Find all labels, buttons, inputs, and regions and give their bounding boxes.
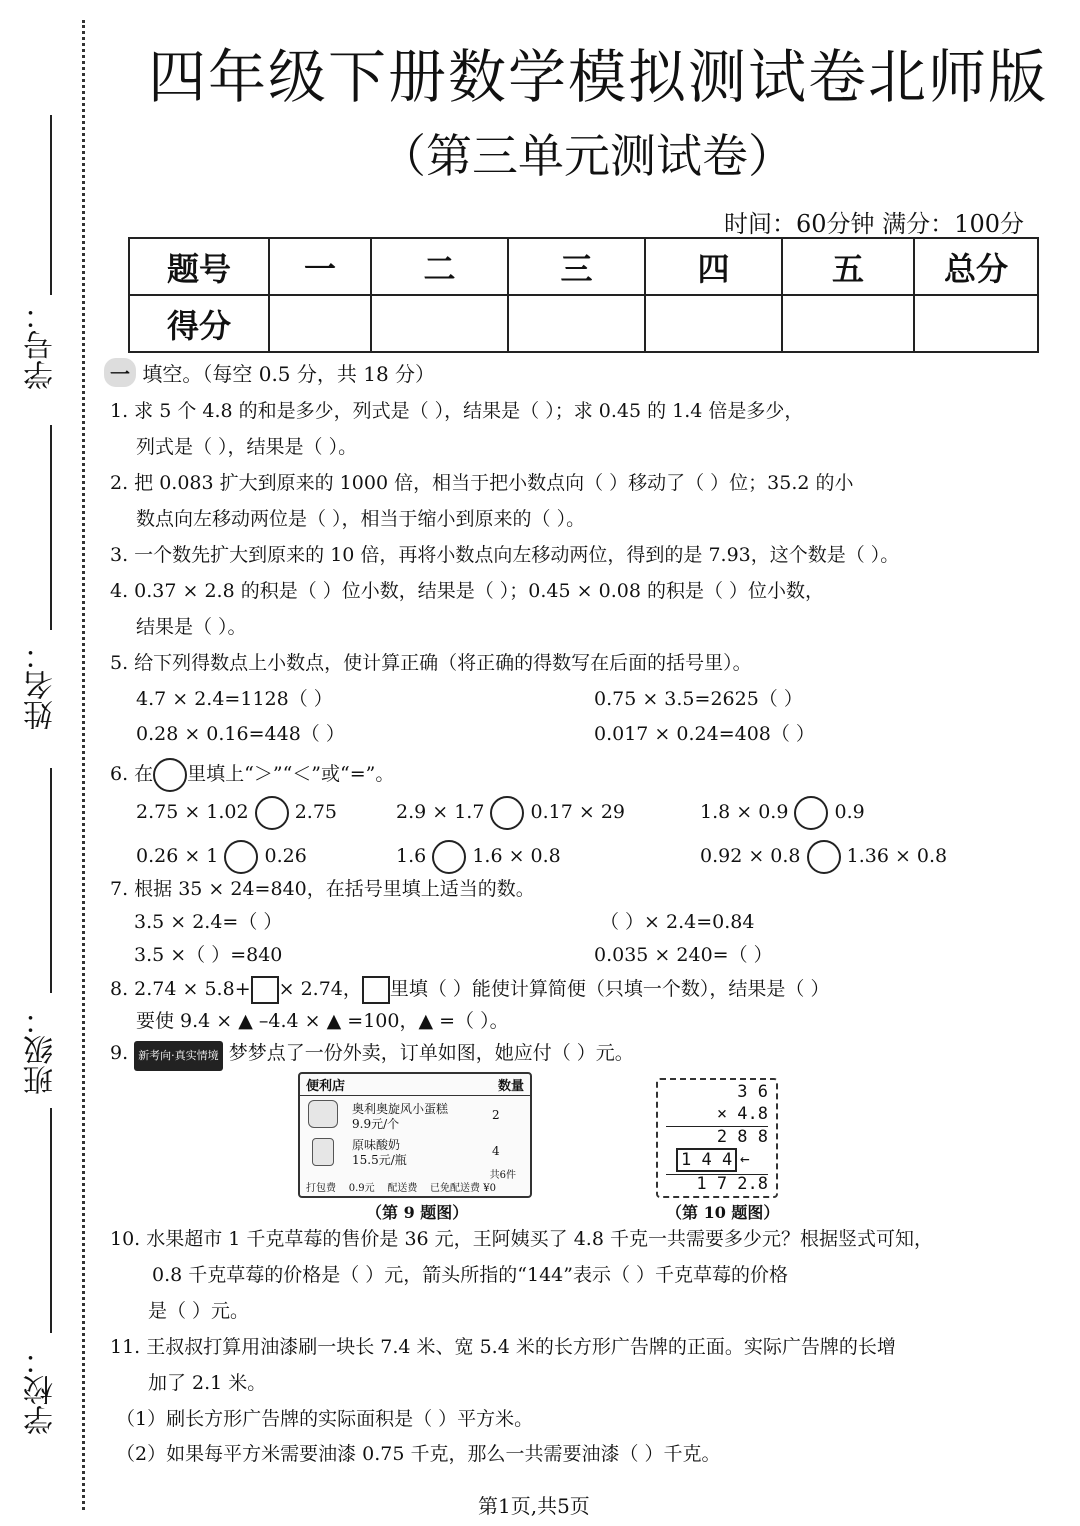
- q6-right: 0.26: [264, 845, 307, 867]
- score-header-cell: 三: [508, 238, 645, 295]
- calc-row-boxed: 1 4 4: [676, 1148, 737, 1172]
- calc-row: × 4.8: [716, 1104, 768, 1124]
- score-cell[interactable]: [645, 295, 782, 352]
- q7-item: 3.5 × 2.4=（ ）: [134, 911, 283, 933]
- q8-prefix: 8. 2.74 × 5.8+: [110, 978, 251, 1000]
- question-1-line-1: 1. 求 5 个 4.8 的和是多少，列式是（ ），结果是（ ）；求 0.45 的 1.4 倍是多少，: [110, 400, 804, 422]
- item-name: 奥利奥旋风小蛋糕: [352, 1102, 449, 1116]
- score-header-cell: 四: [645, 238, 782, 295]
- receipt-item-2: [352, 1138, 407, 1168]
- figure-10-caption: （第 10 题图）: [666, 1203, 780, 1222]
- score-table: [128, 237, 1039, 353]
- score-header-cell: 总分: [914, 238, 1038, 295]
- question-1-line-2: 列式是（ ），结果是（ ）。: [136, 436, 358, 458]
- q6-item: [136, 840, 307, 874]
- q6-left: 1.6: [396, 845, 427, 867]
- question-2-line-1: 2. 把 0.083 扩大到原来的 1000 倍，相当于把小数点向（ ）移动了（ ）位；35.2 的小: [110, 472, 854, 494]
- yogurt-image: [312, 1138, 334, 1166]
- q6-item: [700, 840, 947, 874]
- page-subtitle: （第三单元测试卷）: [380, 129, 794, 183]
- q6-item: [396, 796, 625, 830]
- q6-left: 2.9 × 1.7: [396, 801, 485, 823]
- q6-right: 1.6 × 0.8: [472, 845, 561, 867]
- q6-item: [136, 796, 337, 830]
- question-11-line-2: 加了 2.1 米。: [148, 1372, 267, 1394]
- calc-row: 1 7 2.8: [696, 1174, 768, 1194]
- school-label: 学校：: [24, 1345, 59, 1435]
- score-cell[interactable]: [371, 295, 508, 352]
- score-header-cell: 题号: [129, 238, 269, 295]
- question-5: 5. 给下列得数点上小数点，使计算正确（将正确的得数写在后面的括号里）。: [110, 652, 752, 674]
- question-4-line-1: 4. 0.37 × 2.8 的积是（ ）位小数，结果是（ ）；0.45 × 0.08 的积是（ ）位小数，: [110, 580, 824, 602]
- score-cell[interactable]: [508, 295, 645, 352]
- section-number-badge: 一: [104, 358, 136, 387]
- name-label: 姓名：: [24, 640, 59, 730]
- q7-item: 0.035 × 240=（ ）: [594, 944, 773, 966]
- question-10-line-2: 0.8 千克草莓的价格是（ ）元，箭头所指的“144”表示（ ）千克草莓的价格: [152, 1264, 789, 1286]
- q6-suffix: 里填上“＞”“＜”或“=”。: [187, 763, 395, 785]
- question-8-line-2: 要使 9.4 × ▲ –4.4 × ▲ =100，▲ =（ ）。: [136, 1010, 509, 1032]
- section-title: 填空。（每空 0.5 分，共 18 分）: [142, 362, 436, 386]
- receipt-figure: [298, 1072, 532, 1198]
- time-info: 时间：60分钟 满分：100分: [724, 210, 1024, 238]
- arrow-left-icon: ←: [740, 1149, 750, 1168]
- q8-suffix: 里填（ ）能使计算简便（只填一个数），结果是（ ）: [389, 978, 830, 1000]
- score-header-cell: 五: [782, 238, 914, 295]
- compare-circle[interactable]: [432, 840, 466, 874]
- q8-middle: × 2.74，: [278, 978, 362, 1000]
- receipt-header: [300, 1074, 530, 1096]
- q9-prefix: 9.: [110, 1042, 129, 1064]
- score-cell[interactable]: [914, 295, 1038, 352]
- page-number: 第1页,共5页: [478, 1494, 590, 1518]
- q6-item: [396, 840, 561, 874]
- answer-box: [362, 976, 390, 1004]
- q6-left: 2.75 × 1.02: [136, 801, 249, 823]
- question-4-line-2: 结果是（ ）。: [136, 616, 247, 638]
- q5-item: 0.28 × 0.16=448（ ）: [136, 723, 345, 745]
- score-cell[interactable]: [782, 295, 914, 352]
- item-price: 15.5元/瓶: [352, 1153, 407, 1167]
- compare-circle: [153, 758, 187, 792]
- question-10-line-1: 10. 水果超市 1 千克草莓的售价是 36 元，王阿姨买了 4.8 千克一共需要多少元？根据竖式可知，: [110, 1228, 933, 1250]
- question-8-line-1: [110, 976, 829, 1004]
- question-9: [110, 1040, 634, 1071]
- compare-circle[interactable]: [490, 796, 524, 830]
- calc-row: 3 6: [737, 1082, 768, 1102]
- q6-right: 0.17 × 29: [530, 801, 626, 823]
- compare-circle[interactable]: [255, 796, 289, 830]
- student-id-label: 学号：: [24, 300, 59, 390]
- score-row-label: 得分: [129, 295, 269, 352]
- q6-prefix: 6. 在: [110, 763, 154, 785]
- q7-item: 3.5 ×（ ）=840: [134, 944, 283, 966]
- student-id-line: [50, 115, 52, 295]
- new-trend-badge: 新考向·真实情境: [134, 1041, 223, 1071]
- qty-header: 数量: [497, 1079, 524, 1094]
- q6-left: 1.8 × 0.9: [700, 801, 789, 823]
- figure-9-caption: （第 9 题图）: [366, 1203, 469, 1222]
- q5-item: 0.017 × 0.24=408（ ）: [594, 723, 815, 745]
- q6-right: 0.9: [834, 801, 865, 823]
- total-items: 共6件: [489, 1170, 516, 1181]
- receipt-item-1: [352, 1102, 448, 1132]
- score-header-cell: 一: [269, 238, 371, 295]
- school-line: [50, 1108, 52, 1333]
- receipt-footer: 打包费 0.9元 配送费 已免配送费 ¥0: [306, 1183, 496, 1194]
- cake-image: [308, 1100, 338, 1128]
- item-qty: 4: [492, 1144, 500, 1158]
- compare-circle[interactable]: [224, 840, 258, 874]
- score-cell[interactable]: [269, 295, 371, 352]
- vertical-calc-figure: [656, 1078, 778, 1198]
- q6-right: 1.36 × 0.8: [846, 845, 948, 867]
- item-price: 9.9元/个: [352, 1117, 400, 1131]
- page-title: 四年级下册数学模拟测试卷北师版: [148, 43, 1049, 111]
- q5-item: 0.75 × 3.5=2625（ ）: [594, 688, 803, 710]
- class-label: 班级：: [24, 1005, 59, 1095]
- answer-box[interactable]: [251, 976, 279, 1004]
- q6-left: 0.26 × 1: [136, 845, 219, 867]
- calc-row: 2 8 8: [716, 1127, 768, 1147]
- question-11-line-1: 11. 王叔叔打算用油漆刷一块长 7.4 米、宽 5.4 米的长方形广告牌的正面。实际广告牌的长增: [110, 1336, 896, 1358]
- compare-circle[interactable]: [794, 796, 828, 830]
- question-11-part-2: （2）如果每平方米需要油漆 0.75 千克，那么一共需要油漆（ ）千克。: [116, 1443, 721, 1465]
- q7-item: （ ）× 2.4=0.84: [600, 911, 755, 933]
- question-3: 3. 一个数先扩大到原来的 10 倍，再将小数点向左移动两位，得到的是 7.93，这个数是（ ）。: [110, 544, 900, 566]
- class-line: [50, 768, 52, 993]
- item-qty: 2: [492, 1108, 500, 1122]
- section-1-header: [104, 358, 435, 387]
- q6-left: 0.92 × 0.8: [700, 845, 801, 867]
- question-6: [110, 758, 394, 792]
- question-7: 7. 根据 35 × 24=840，在括号里填上适当的数。: [110, 878, 535, 900]
- question-2-line-2: 数点向左移动两位是（ ），相当于缩小到原来的（ ）。: [136, 508, 586, 530]
- q6-right: 2.75: [294, 801, 338, 823]
- score-header-cell: 二: [371, 238, 508, 295]
- question-11-part-1: （1）刷长方形广告牌的实际面积是（ ）平方米。: [116, 1408, 534, 1430]
- binding-dotted-line: [82, 20, 85, 1510]
- compare-circle[interactable]: [807, 840, 841, 874]
- q9-suffix: 梦梦点了一份外卖，订单如图，她应付（ ）元。: [228, 1042, 634, 1064]
- q6-item: [700, 796, 865, 830]
- item-name: 原味酸奶: [352, 1138, 401, 1152]
- shop-name: 便利店: [306, 1079, 346, 1094]
- question-10-line-3: 是（ ）元。: [148, 1300, 250, 1322]
- q5-item: 4.7 × 2.4=1128（ ）: [136, 688, 333, 710]
- name-line: [50, 425, 52, 630]
